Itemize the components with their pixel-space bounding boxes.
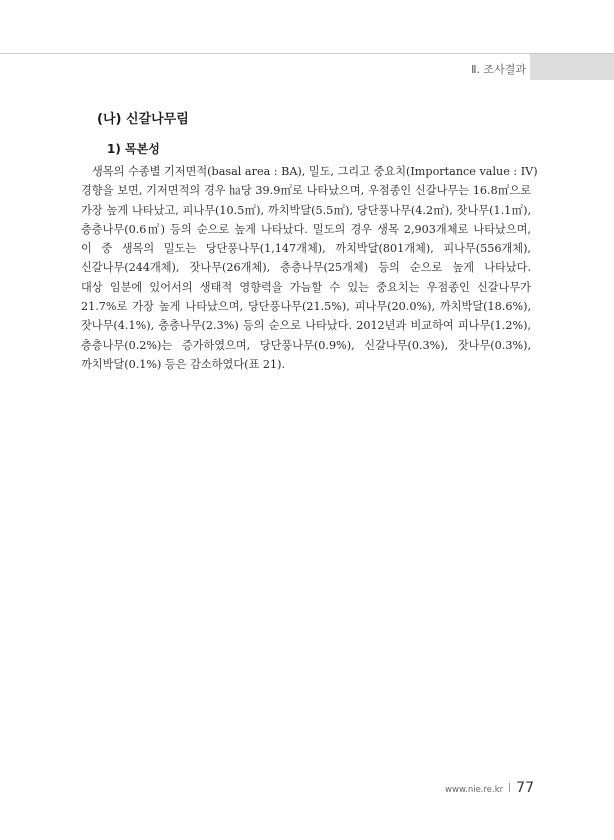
page-footer — [445, 780, 534, 796]
text-line: 이 중 생목의 밀도는 당단풍나무(1,147개체), 까치박달(801개체), 피나무(556개체), — [81, 242, 531, 256]
text-line: 신갈나무(244개체), 잣나무(26개체), 층층나무(25개체) 등의 순으로 높게 나타났다. — [81, 261, 531, 275]
text-line: 가장 높게 나타났고, 피나무(10.5㎡), 까치박달(5.5㎡), 당단풍나무(4.2㎡), 잣나무(1.1㎡), — [81, 203, 531, 217]
text-line: 잣나무(4.1%), 층층나무(2.3%) 등의 순으로 나타났다. 2012년과 비교하여 피나무(1.2%), — [81, 319, 531, 333]
section-label: Ⅱ. 조사결과 — [471, 63, 526, 76]
running-header — [0, 54, 614, 80]
header-tab-block — [530, 54, 614, 80]
text-line: 생목의 수종별 기저면적(basal area : BA), 밀도, 그리고 중요치(Importance value : IV) — [92, 165, 538, 178]
text-line: 까치박달(0.1%) 등은 감소하였다(표 21). — [81, 357, 286, 371]
site-url: www.nie.re.kr — [445, 785, 504, 795]
page-number: 77 — [516, 780, 534, 796]
text-line: 경향을 보면, 기저면적의 경우 ㏊당 39.9㎡로 나타났으며, 우점종인 신갈나무는 16.8㎡으로 — [81, 184, 531, 198]
text-line: 층층나무(0.6㎡) 등의 순으로 높게 나타났다. 밀도의 경우 생목 2,903개체로 나타났으며, — [81, 222, 531, 236]
text-line: 21.7%로 가장 높게 나타났으며, 당단풍나무(21.5%), 피나무(20.0%), 까치박달(18.6%), — [81, 300, 531, 314]
body-paragraph — [81, 162, 538, 374]
footer-divider — [509, 783, 510, 792]
text-line: 층층나무(0.2%)는 증가하였으며, 당단풍나무(0.9%), 신갈나무(0.3%), 잣나무(0.3%), — [81, 338, 531, 352]
subsection-heading: (나) 신갈나무림 — [97, 112, 189, 127]
text-line: 대상 임분에 있어서의 생태적 영향력을 가늠할 수 있는 중요치는 우점종인 신갈나무가 — [81, 280, 531, 294]
item-heading: 1) 목본성 — [107, 142, 160, 156]
